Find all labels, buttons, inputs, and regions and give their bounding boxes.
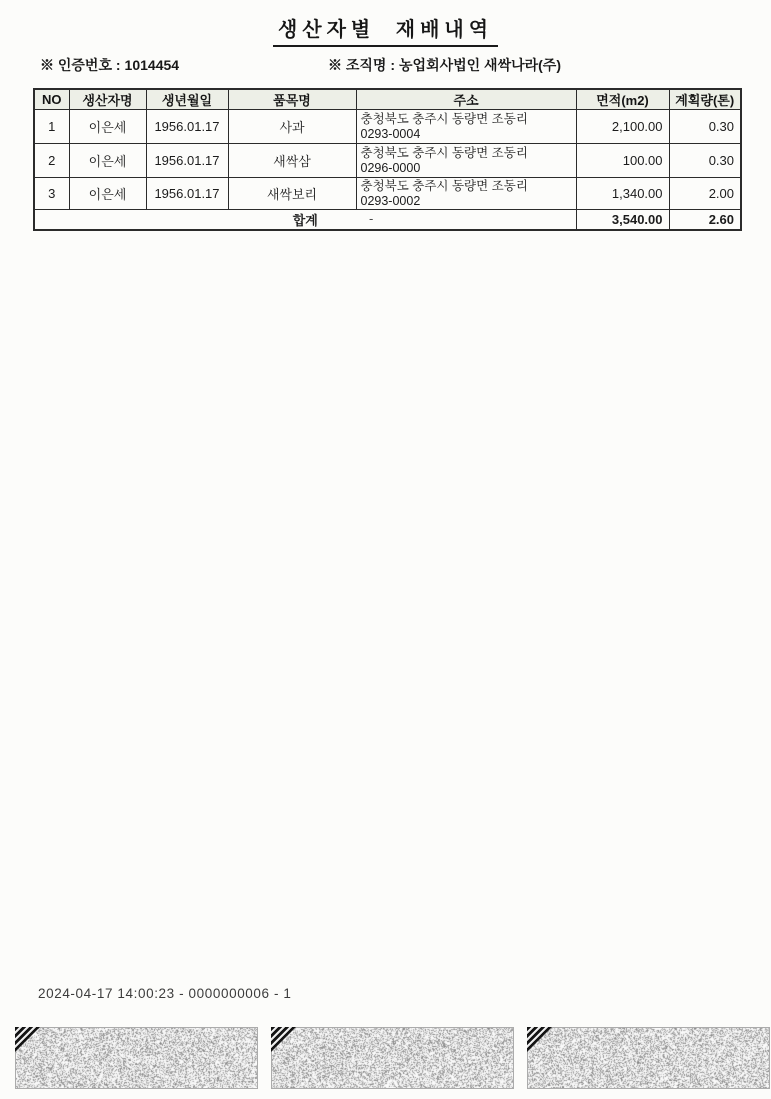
- cell-planned: 0.30: [669, 144, 741, 178]
- column-header-address: 주소: [356, 89, 576, 110]
- column-header-no: NO: [34, 89, 69, 110]
- title-container: [0, 13, 771, 47]
- cell-birthdate: 1956.01.17: [146, 144, 228, 178]
- column-header-producer: 생산자명: [69, 89, 146, 110]
- table-row: [34, 144, 741, 178]
- noise-strip: [15, 1027, 258, 1089]
- table-header-row: [34, 89, 741, 110]
- cell-item: 새싹삼: [228, 144, 356, 178]
- noise-texture: [272, 1028, 513, 1088]
- noise-texture: [16, 1028, 257, 1088]
- cert-number-value: 1014454: [124, 57, 180, 73]
- noise-strip: [527, 1027, 770, 1089]
- address-line-1: 충청북도 충주시 동량면 조동리: [360, 111, 528, 126]
- address-line-2: 0296-0000: [360, 160, 421, 175]
- address-line-1: 충청북도 충주시 동량면 조동리: [360, 178, 528, 193]
- total-dash: -: [369, 211, 374, 226]
- cell-producer: 이은세: [69, 110, 146, 144]
- total-area: 3,540.00: [576, 210, 669, 231]
- column-header-planned: 계획량(톤): [669, 89, 741, 110]
- org-name: [328, 55, 561, 75]
- org-name-label: ※ 조직명 :: [328, 57, 396, 73]
- cell-area: 2,100.00: [576, 110, 669, 144]
- page-title: 생산자별 재배내역: [273, 13, 498, 47]
- cell-address: [356, 178, 576, 210]
- cell-planned: 0.30: [669, 110, 741, 144]
- table-total-row: [34, 210, 741, 231]
- org-name-value: 농업회사법인 새싹나라(주): [399, 57, 561, 73]
- table-row: [34, 110, 741, 144]
- cert-number-label: ※ 인증번호 :: [40, 57, 121, 73]
- cell-no: 3: [34, 178, 69, 210]
- column-header-item: 품목명: [228, 89, 356, 110]
- footer-timestamp: 2024-04-17 14:00:23 - 0000000006 - 1: [38, 986, 292, 1001]
- cell-item: 새싹보리: [228, 178, 356, 210]
- total-label: 합계: [292, 213, 318, 228]
- cell-no: 2: [34, 144, 69, 178]
- cell-producer: 이은세: [69, 144, 146, 178]
- cell-birthdate: 1956.01.17: [146, 110, 228, 144]
- address-line-2: 0293-0002: [360, 193, 421, 208]
- cell-no: 1: [34, 110, 69, 144]
- cert-number: [40, 55, 179, 75]
- total-label-cell: [34, 210, 576, 231]
- column-header-area: 면적(m2): [576, 89, 669, 110]
- cell-producer: 이은세: [69, 178, 146, 210]
- total-planned: 2.60: [669, 210, 741, 231]
- cell-planned: 2.00: [669, 178, 741, 210]
- noise-strip: [271, 1027, 514, 1089]
- cell-address: [356, 144, 576, 178]
- table-row: [34, 178, 741, 210]
- address-line-2: 0293-0004: [360, 126, 421, 141]
- cell-area: 1,340.00: [576, 178, 669, 210]
- noise-texture: [528, 1028, 769, 1088]
- cell-item: 사과: [228, 110, 356, 144]
- cell-area: 100.00: [576, 144, 669, 178]
- address-line-1: 충청북도 충주시 동량면 조동리: [360, 145, 528, 160]
- producer-table: [33, 88, 742, 231]
- cell-birthdate: 1956.01.17: [146, 178, 228, 210]
- cell-address: [356, 110, 576, 144]
- column-header-birthdate: 생년월일: [146, 89, 228, 110]
